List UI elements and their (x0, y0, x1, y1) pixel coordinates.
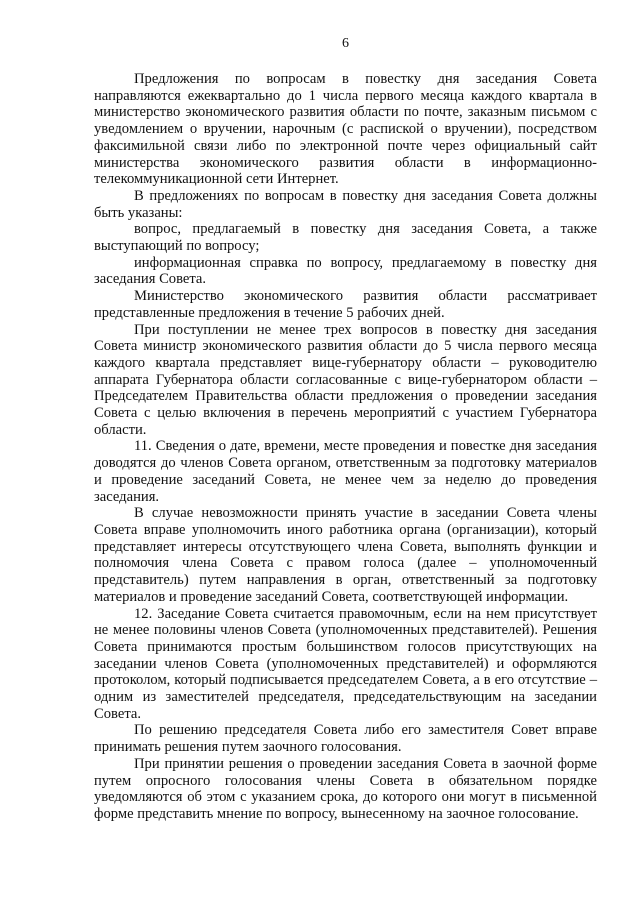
paragraph-absentee-procedure: При принятии решения о проведении заседания Совета в заочной форме путем опросного голосования члены Совета в обязательном порядке уведомляются об этом с указанием срока, до которого они могут в письменной форме представить мнение по вопросу, вынесенному на заочное голосование. (94, 755, 597, 822)
paragraph-three-questions: При поступлении не менее трех вопросов в повестку дня заседания Совета министр экономического развития области до 5 числа первого месяца каждого квартала представляет вице-губернатору области – руководителю аппарата Губернатора области согласованные с вице-губернатором области – Председателем Правительства области предложения о проведении заседания Совета с целью включения в перечень мероприятий с участием Губернатора области. (94, 321, 597, 438)
paragraph-info-note-item: информационная справка по вопросу, предлагаемому в повестку дня заседания Совета. (94, 254, 597, 288)
paragraph-section-12: 12. Заседание Совета считается правомочным, если на нем присутствует не менее половины членов Совета (уполномоченных представителей). Решения Совета принимаются простым большинством голосов присутствующих на заседании членов Совета (уполномоченных представителей) и оформляются протоколом, который подписывается председателем Совета, а в его отсутствие – одним из заместителей председателя, председательствующим на заседании Совета. (94, 605, 597, 722)
paragraph-absentee-voting: По решению председателя Совета либо его заместителя Совет вправе принимать решения путем заочного голосования. (94, 722, 597, 756)
paragraph-ministry-review: Министерство экономического развития области рассматривает представленные предложения в течение 5 рабочих дней. (94, 288, 597, 321)
paragraph-authorized-representative: В случае невозможности принять участие в заседании Совета члены Совета вправе уполномочить иного работника органа (организации), который представляет интересы отсутствующего члена Совета, выполнять функции и полномочия члена Совета с правом голоса (далее – уполномоченный представитель) путем направления в орган, ответственный за подготовку материалов и проведение заседаний Совета, соответствующей информации. (94, 505, 597, 605)
page-number: 6 (342, 36, 349, 51)
paragraph-section-11: 11. Сведения о дате, времени, месте проведения и повестке дня заседания доводятся до членов Совета органом, ответственным за подготовку материалов и проведение заседаний Совета, не менее чем за неделю до проведения заседания. (94, 438, 597, 505)
paragraph-question-item: вопрос, предлагаемый в повестку дня заседания Совета, а также выступающий по вопросу; (94, 221, 597, 255)
paragraph-proposals-submission: Предложения по вопросам в повестку дня заседания Совета направляются ежеквартально до 1 числа первого месяца каждого квартала в министерство экономического развития области по почте, заказным письмом с уведомлением о вручении, нарочным (с распиской о вручении), посредством факсимильной связи либо по электронной почте через официальный сайт министерства экономического развития области в информационно-телекоммуникационной сети Интернет. (94, 71, 597, 188)
paragraph-proposals-content: В предложениях по вопросам в повестку дня заседания Совета должны быть указаны: (94, 187, 597, 221)
